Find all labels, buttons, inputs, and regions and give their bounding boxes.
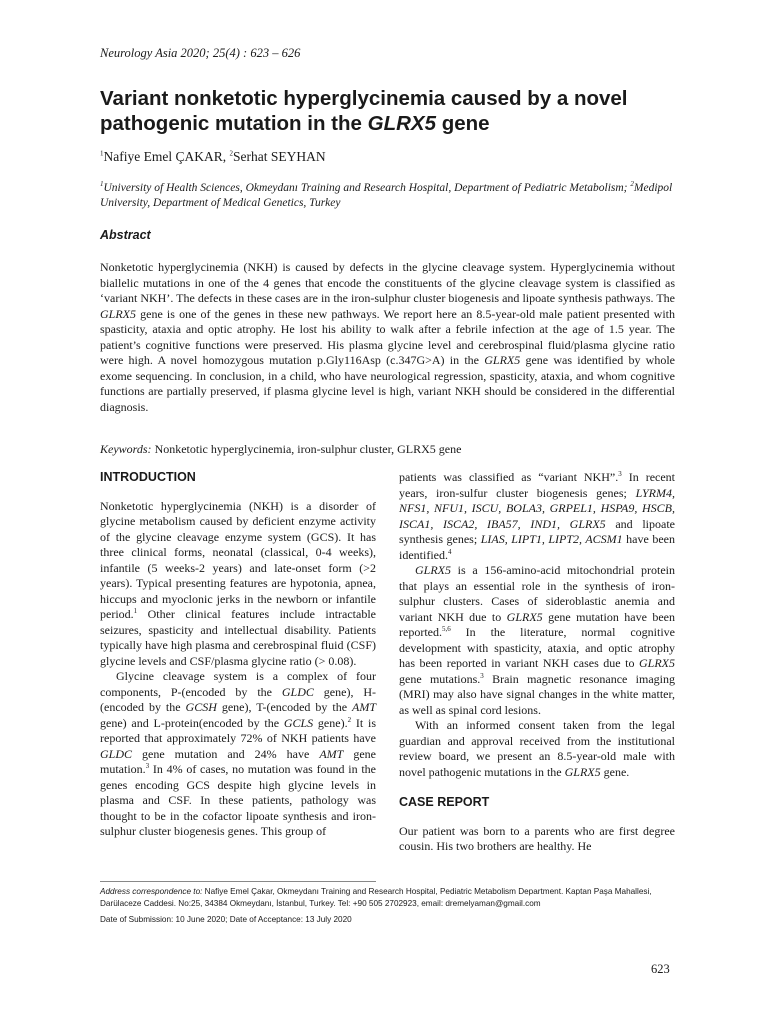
affil-text: University of Health Sciences, Okmeydanı Training and Research Hospital, Department of Pediatric Metabolism;	[103, 182, 631, 194]
article-title	[100, 86, 690, 136]
keywords	[100, 442, 461, 457]
author-separator: ,	[222, 149, 230, 164]
citation: 4	[447, 547, 452, 556]
gene-name: GLRX5	[484, 353, 521, 367]
correspondence-label: Address correspondence to:	[100, 887, 203, 896]
affil-num: 1	[100, 180, 104, 189]
body-text: Brain magnetic resonance imaging (MRI) may also have signal changes in the white matter, as well as spinal cord lesions.	[399, 671, 675, 717]
citation: 2	[347, 715, 352, 724]
gene-name: GLDC	[281, 684, 314, 699]
abstract-text: gene is one of the genes in these new pathways. We report here an 8.5-year-old male patient presented with spasticity, ataxia and optic atrophy. He lost his ability to walk after a febrile infection at the age of 1.5 year. The patient’s cognitive functions were preserved. His plasma glycine level and cerebrospinal fluid/plasma glycine ratio were high. A novel homozygous mutation p.Gly116Asp (c.347G>A) in the	[100, 306, 675, 367]
title-text: Variant nonketotic hyperglycinemia caused by a novel pathogenic mutation in the	[100, 87, 628, 135]
affiliations	[100, 181, 675, 211]
gene-name: GCSH	[185, 700, 217, 714]
gene-name: GLRX5	[100, 306, 136, 321]
title-text-end: gene	[436, 112, 490, 135]
gene-name: GLRX5	[415, 563, 451, 577]
gene-list: LIAS, LIPT1, LIPT2, ACSM1	[480, 532, 623, 546]
body-text: gene mutation.	[100, 746, 377, 776]
author-name: Serhat SEYHAN	[232, 149, 326, 164]
author-affil-num: 1	[100, 149, 104, 158]
citation: 3	[618, 470, 622, 478]
body-text: gene), T-(encoded by the	[216, 700, 352, 714]
correspondence-footnote	[100, 886, 676, 909]
body-text: Other clinical features include intractable seizures, spasticity and intellectual disability. Patients typically have high plasma and cerebrospinal fluid (CSF) glycine levels and CSF/plasma glycine ratio (> 0.08).	[100, 607, 376, 668]
body-text: gene).	[313, 715, 348, 730]
body-text: Glycine cleavage system is a complex of four components, P-(encoded by the	[100, 669, 376, 699]
page-number: 623	[651, 962, 670, 976]
gene-name: GLRX5	[639, 656, 675, 670]
gene-name: GCLS	[283, 715, 314, 730]
dates-footnote: Date of Submission: 10 June 2020; Date of Acceptance: 13 July 2020	[100, 915, 352, 924]
journal-citation: Neurology Asia 2020; 25(4) : 623 – 626	[100, 46, 301, 60]
intro-heading: INTRODUCTION	[100, 470, 196, 484]
body-text: gene.	[600, 764, 630, 779]
body-text: gene mutation and 24% have	[132, 746, 320, 761]
body-text: With an informed consent taken from the legal guardian and approval received from the institutional review board, we present an 8.5-year-old male with novel pathogenic mutations in the	[399, 718, 675, 779]
intro-paragraph	[399, 563, 675, 718]
intro-paragraph	[100, 669, 376, 840]
gene-name: GLRX5	[506, 609, 543, 624]
abstract-heading: Abstract	[100, 228, 151, 242]
keywords-text: Nonketotic hyperglycinemia, iron-sulphur cluster, GLRX5 gene	[151, 442, 462, 456]
citation: 1	[133, 607, 138, 615]
affil-num: 2	[630, 180, 634, 189]
right-column	[399, 470, 675, 855]
body-text: and lipoate synthesis genes;	[399, 516, 675, 546]
intro-paragraph	[399, 718, 675, 780]
body-text: In 4% of cases, no mutation was found in the genes encoding GCS despite high glycine levels in plasma and CSF. In these patients, pathology was thought to be in the cofactor lipoate synthesis and iron-sulphur cluster biogenesis genes. This group of	[100, 762, 376, 838]
citation: 5,6	[441, 625, 451, 633]
case-paragraph: Our patient was born to a parents who are first degree cousin. His two brothers are healthy. He	[399, 823, 675, 853]
body-text: gene mutation have been reported.	[399, 609, 675, 639]
citation: 3	[145, 762, 150, 770]
body-text: gene) and L-protein(encoded by the	[100, 715, 284, 730]
gene-list: LYRM4, NFS1, NFU1, ISCU, BOLA3, GRPEL1, HSPA9, HSCB, ISCA1, ISCA2, IBA57, IND1, GLRX5	[399, 485, 675, 531]
keywords-label: Keywords:	[100, 442, 152, 456]
gene-name: AMT	[319, 746, 344, 761]
body-text: patients was classified as “variant NKH”.	[399, 470, 619, 484]
author-list	[100, 149, 326, 165]
left-column	[100, 470, 376, 840]
body-text: have been identified.	[399, 532, 675, 562]
author-affil-num: 2	[229, 149, 233, 158]
body-text: gene mutations.	[399, 671, 481, 686]
footnote-divider	[100, 881, 376, 882]
abstract-body	[100, 260, 675, 415]
body-text: Nonketotic hyperglycinemia (NKH) is a disorder of glycine metabolism caused by deficient enzyme activity of the glycine cleavage enzyme system (GCS). It has three clinical forms, neonatal (classical, 0-4 weeks), infantile (5 weeks-2 years) and late-onset form (>2 years). Typical presenting features are hypotonia, apnea, hiccups and myoclonic jerks in the newborn or infantile period.	[100, 498, 376, 621]
abstract-text: Nonketotic hyperglycinemia (NKH) is caused by defects in the glycine cleavage system. Hyperglycinemia without biallelic mutations in one of the 4 genes that encode the constituents of the glycine cleavage system is classified as ‘variant NKH’. The defects in these cases are in the iron-sulphur cluster biogenesis and lipoate synthesis pathways. The	[100, 260, 675, 305]
intro-paragraph	[399, 470, 675, 563]
author-name: Nafiye Emel ÇAKAR	[103, 149, 223, 164]
intro-paragraph	[100, 499, 376, 670]
body-text: In the literature, normal cognitive development with spasticity, ataxia, and optic atrophy has been reported in variant NKH cases due to	[399, 625, 675, 670]
gene-name: GLDC	[100, 746, 133, 761]
abstract-text: gene was identified by whole exome sequencing. In conclusion, in a child, who have neurological regression, spasticity, ataxia, and whom cognitive functions are partially preserved, if plasma glycine level is high, variant NKH should be considered in the differential diagnosis.	[100, 353, 676, 414]
body-text: In recent years, iron-sulfur cluster biogenesis genes;	[399, 470, 676, 500]
gene-name: GLRX5	[564, 764, 601, 779]
title-gene: GLRX5	[367, 112, 436, 135]
body-text: gene), H-(encoded by the	[100, 684, 377, 714]
correspondence-text: Nafiye Emel Çakar, Okmeydanı Training and Research Hospital, Pediatric Metabolism Department. Kaptan Paşa Mahallesi, Darülaceze Caddesi. No:25, 34384 Okmeydanı, İstanbul, Turkey. Tel: +90 505 2702923, email: dremelyaman@gmail.com	[100, 887, 652, 908]
gene-name: AMT	[352, 700, 376, 714]
citation: 3	[480, 671, 484, 680]
body-text: It is reported that approximately 72% of NKH patients have	[100, 715, 376, 745]
case-report-heading: CASE REPORT	[399, 795, 490, 809]
affil-text: Medipol University, Department of Medical Genetics, Turkey	[100, 182, 673, 209]
body-text: is a 156-amino-acid mitochondrial protein that plays an essential role in the synthesis of iron-sulphur clusters. Cases of sideroblastic anemia and variant NKH due to	[399, 563, 675, 624]
